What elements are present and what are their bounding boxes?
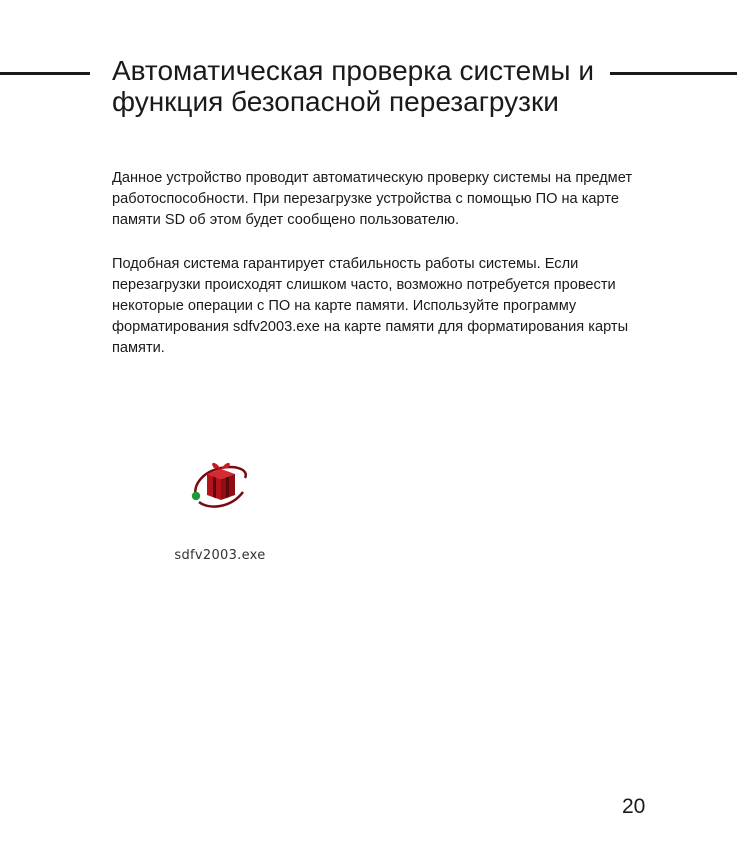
header-rule-left — [0, 72, 90, 75]
header-rule-right — [610, 72, 737, 75]
page-number: 20 — [622, 795, 646, 818]
paragraph-system-check: Данное устройство проводит автоматическую проверку системы на предмет работоспособности. При перезагрузке устройства с помощью ПО на карте памяти SD об этом будет сообщено пользователю. — [112, 170, 633, 228]
page-title: Автоматическая проверка системы и функция безопасной перезагрузки — [112, 55, 594, 117]
file-name-label: sdfv2003.exe — [174, 548, 266, 563]
paragraph-stability: Подобная система гарантирует стабильность работы системы. Если перезагрузки происходят слишком часто, возможно потребуется провести некоторые операции с ПО на карте памяти. Используйте программу форматирования sdfv2003.exe на карте памяти для форматирования карты памяти. — [112, 256, 629, 356]
gift-box-icon — [187, 454, 253, 514]
sdfv2003-file-icon[interactable] — [170, 448, 270, 578]
